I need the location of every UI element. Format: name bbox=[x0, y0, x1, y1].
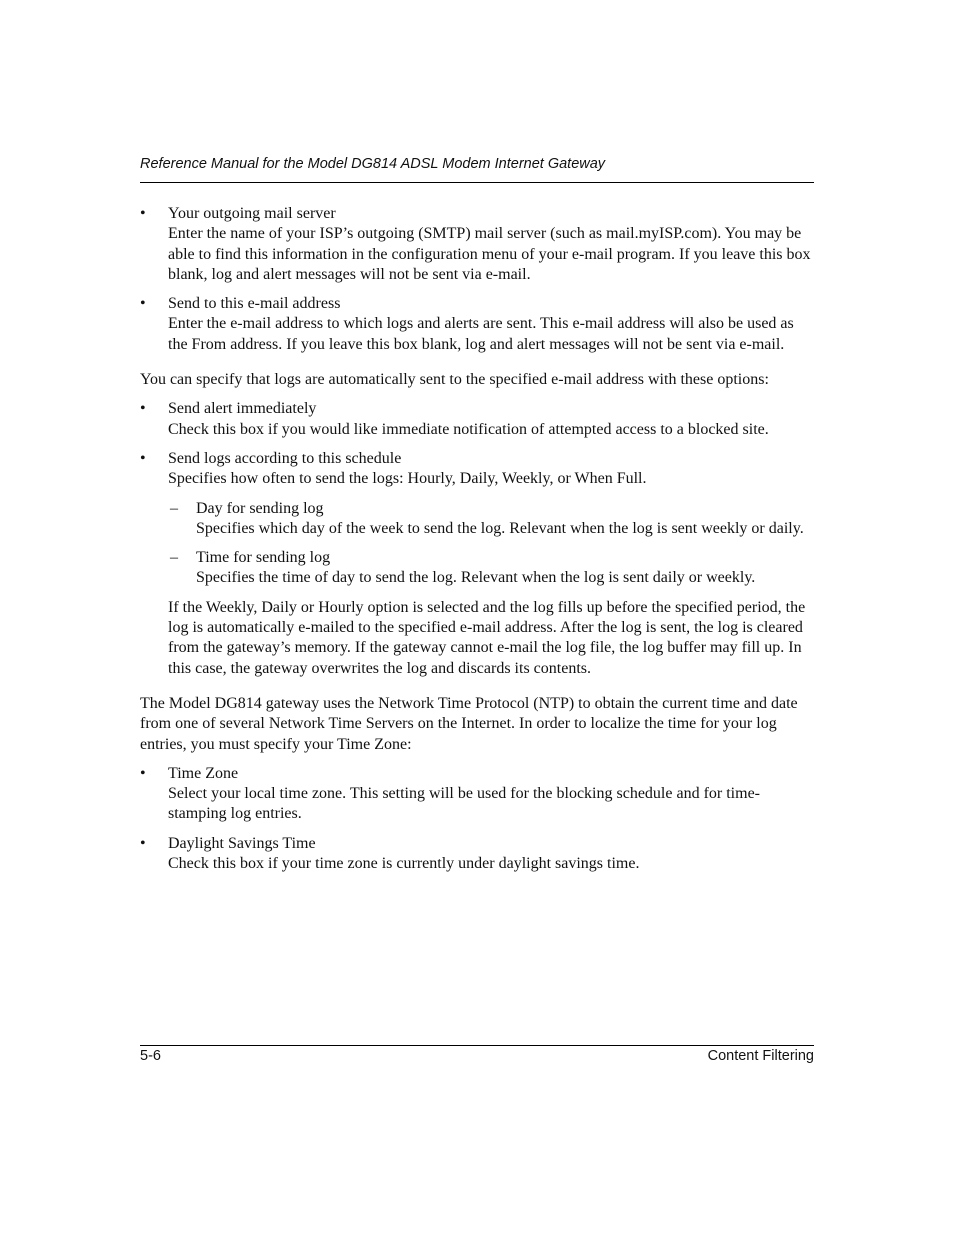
item-title: Daylight Savings Time bbox=[168, 834, 316, 852]
dash-marker: – bbox=[170, 549, 178, 567]
section-name: Content Filtering bbox=[707, 1048, 814, 1064]
paragraph-ntp: The Model DG814 gateway uses the Network Time Protocol (NTP) to obtain the current time and date from one of several Network Time Servers on the Internet. In order to localize the time for your log entries, you must specify your Time Zone: bbox=[140, 694, 798, 753]
bullet-marker: • bbox=[140, 449, 146, 467]
sub-item-description: Specifies which day of the week to send the log. Relevant when the log is sent weekly or daily. bbox=[196, 519, 804, 537]
list-item-send-logs-schedule bbox=[140, 449, 814, 490]
list-item-time-zone bbox=[140, 764, 814, 825]
list-item-send-alert-immediately bbox=[140, 399, 814, 440]
item-description: Enter the e-mail address to which logs and alerts are sent. This e-mail address will also be used as the From address. If you leave this box blank, log and alert messages will not be sent via e-mail. bbox=[168, 315, 794, 353]
item-description: Select your local time zone. This setting will be used for the blocking schedule and for time-stamping log entries. bbox=[168, 785, 760, 823]
document-page bbox=[140, 0, 814, 1235]
item-title: Time Zone bbox=[168, 764, 239, 782]
bullet-marker: • bbox=[140, 205, 146, 222]
page-number: 5-6 bbox=[140, 1048, 161, 1064]
running-header bbox=[140, 154, 814, 183]
bullet-marker: • bbox=[140, 295, 146, 313]
bullet-marker: • bbox=[140, 834, 146, 852]
item-description: Check this box if your time zone is currently under daylight savings time. bbox=[168, 855, 640, 873]
bullet-marker: • bbox=[140, 400, 146, 418]
item-description: Enter the name of your ISP’s outgoing (SMTP) mail server (such as mail.myISP.com). You may be able to find this information in the configuration menu of your e-mail program. If you leave this box blank, log and alert messages will not be sent via e-mail. bbox=[168, 225, 811, 283]
item-title: Your outgoing mail server bbox=[168, 205, 336, 222]
paragraph-weekly-option: If the Weekly, Daily or Hourly option is selected and the log fills up before the specified period, the log is automatically e-mailed to the specified e-mail address. After the log is sent, the log is cleared from the gateway’s memory. If the gateway cannot e-mail the log file, the log buffer may fill up. In this case, the gateway overwrites the log and discards its contents. bbox=[168, 598, 806, 677]
header-title: Reference Manual for the Model DG814 ADSL Modem Internet Gateway bbox=[140, 156, 606, 172]
list-item-outgoing-mail-server bbox=[140, 204, 814, 285]
dash-marker: – bbox=[170, 499, 178, 517]
item-title: Send to this e-mail address bbox=[168, 295, 341, 313]
list-item-send-to-email bbox=[140, 294, 814, 355]
running-footer bbox=[140, 1045, 814, 1064]
paragraph-options: You can specify that logs are automatically sent to the specified e-mail address with these options: bbox=[140, 371, 769, 389]
sub-item-title: Time for sending log bbox=[196, 549, 331, 567]
sub-item-title: Day for sending log bbox=[196, 499, 324, 517]
item-description: Check this box if you would like immediate notification of attempted access to a blocked site. bbox=[168, 420, 769, 438]
item-title: Send logs according to this schedule bbox=[168, 449, 402, 467]
bullet-marker: • bbox=[140, 764, 146, 782]
item-description: Specifies how often to send the logs: Hourly, Daily, Weekly, or When Full. bbox=[168, 470, 647, 488]
sub-item-day-for-sending-log bbox=[140, 499, 814, 540]
list-item-daylight-savings bbox=[140, 834, 814, 875]
sub-item-time-for-sending-log bbox=[140, 548, 814, 589]
document-body bbox=[140, 204, 814, 883]
item-title: Send alert immediately bbox=[168, 400, 317, 418]
sub-item-description: Specifies the time of day to send the log. Relevant when the log is sent daily or weekly. bbox=[196, 569, 756, 587]
